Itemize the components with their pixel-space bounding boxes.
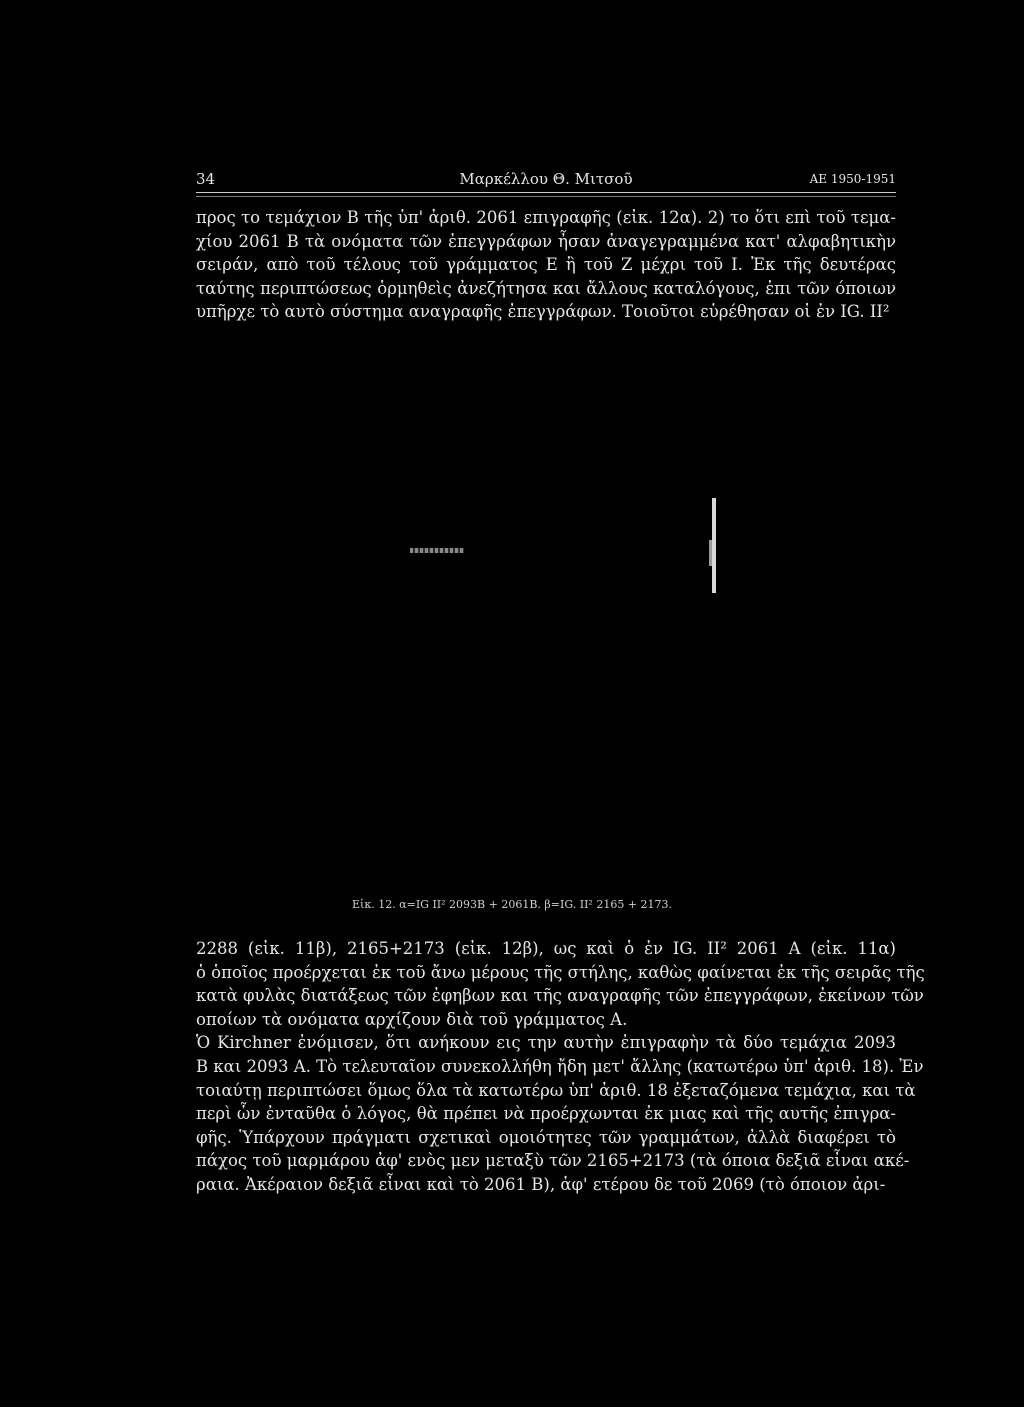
text-line: χίου 2061 Β τὰ ονόματα τῶν ἐπεγγράφων ἦσαν ἀναγεγραμμένα κατ' αλφαβητικὴν (196, 231, 896, 251)
text-line: Ὁ Kirchner ἐνόμισεν, ὅτι ανήκουν εις την αυτὴν ἐπιγραφὴν τὰ δύο τεμάχια 2093 (196, 1033, 896, 1053)
text-line: κατὰ φυλὰς διατάξεως τῶν ἐφηβων και τῆς αναγραφῆς τῶν ἐπεγγράφων, ἐκείνων τῶν (196, 986, 924, 1006)
header-rule (196, 192, 896, 193)
text-line: τοιαύτῃ περιπτώσει ὅμως ὅλα τὰ κατωτέρω ὑπ' ἀριθ. 18 ἐξεταζόμενα τεμάχια, και τὰ (196, 1080, 916, 1100)
text-line: ταύτης περιπτώσεως ὁρμηθεὶς ἀνεζήτησα και ἄλλους καταλόγους, ἐπι τῶν όποιων (196, 278, 896, 298)
text-line: φῆς. Ὑπάρχουν πράγματι σχετικαὶ ομοιότητες τῶν γραμμάτων, ἀλλὰ διαφέρει τὸ (196, 1127, 896, 1147)
inscription-fragment-a (410, 548, 464, 553)
text-line: υπῆρχε τὸ αυτὸ σύστημα αναγραφῆς ἐπεγγράφων. Τοιοῦτοι εὑρέθησαν οἱ ἐν IG. II² (196, 302, 890, 322)
inscription-fragment-b-edge (709, 540, 712, 566)
figure-caption: Εἰκ. 12. α=IG II² 2093Β + 2061Β. β=IG. II² 2165 + 2173. (351, 898, 673, 911)
text-line: προς το τεμάχιον Β τῆς ὑπ' ἀριθ. 2061 επιγραφῆς (εἰκ. 12α). 2) το ὅτι επὶ τοῦ τεμα- (196, 208, 896, 227)
header-rule-secondary (196, 196, 896, 197)
text-line: οποίων τὰ ονόματα αρχίζουν διὰ τοῦ γράμματος Α. (196, 1009, 628, 1029)
text-line: 2288 (εἰκ. 11β), 2165+2173 (εἰκ. 12β), ως καὶ ὁ ἐν IG. II² 2061 Α (εἰκ. 11α) (196, 939, 896, 958)
paragraph-bottom (196, 937, 925, 1197)
text-line: περὶ ὧν ἐνταῦθα ὁ λόγος, θὰ πρέπει νὰ προέρχωνται ἐκ μιας καὶ τῆς αυτῆς ἐπιγρα- (196, 1104, 896, 1124)
text-line: Β και 2093 Α. Τὸ τελευταῖον συνεκολλήθη ἤδη μετ' ἄλλης (κατωτέρω ὑπ' ἀριθ. 18). Ἐν (196, 1056, 924, 1076)
text-line: σειράν, απὸ τοῦ τέλους τοῦ γράμματος Ε ἢ τοῦ Ζ μέχρι τοῦ Ι. Ἐκ τῆς δευτέρας (196, 255, 896, 275)
text-line: ὁ ὁποῖος προέρχεται ἐκ τοῦ ἄνω μέρους τῆς στήλης, καθὼς φαίνεται ἐκ τῆς σειρᾶς τῆς (196, 962, 925, 982)
text-line: ραια. Ἀκέραιον δεξιᾶ εἶναι καὶ τὸ 2061 Β), ἀφ' ετέρου δε τοῦ 2069 (τὸ όποιον ἀρι- (196, 1174, 886, 1194)
page-header (196, 170, 896, 194)
figure-photograph (196, 365, 896, 885)
paragraph-top (196, 206, 896, 324)
text-line: πάχος τοῦ μαρμάρου ἀφ' ενὸς μεν μεταξὺ τῶν 2165+2173 (τὰ όποια δεξιᾶ εἶναι ακέ- (196, 1151, 910, 1171)
page-number: 34 (196, 170, 216, 188)
inscription-fragment-b (712, 498, 716, 593)
running-head: Μαρκέλλου Θ. Μιτσοῦ (459, 170, 633, 188)
journal-reference: ΑΕ 1950-1951 (809, 172, 896, 186)
